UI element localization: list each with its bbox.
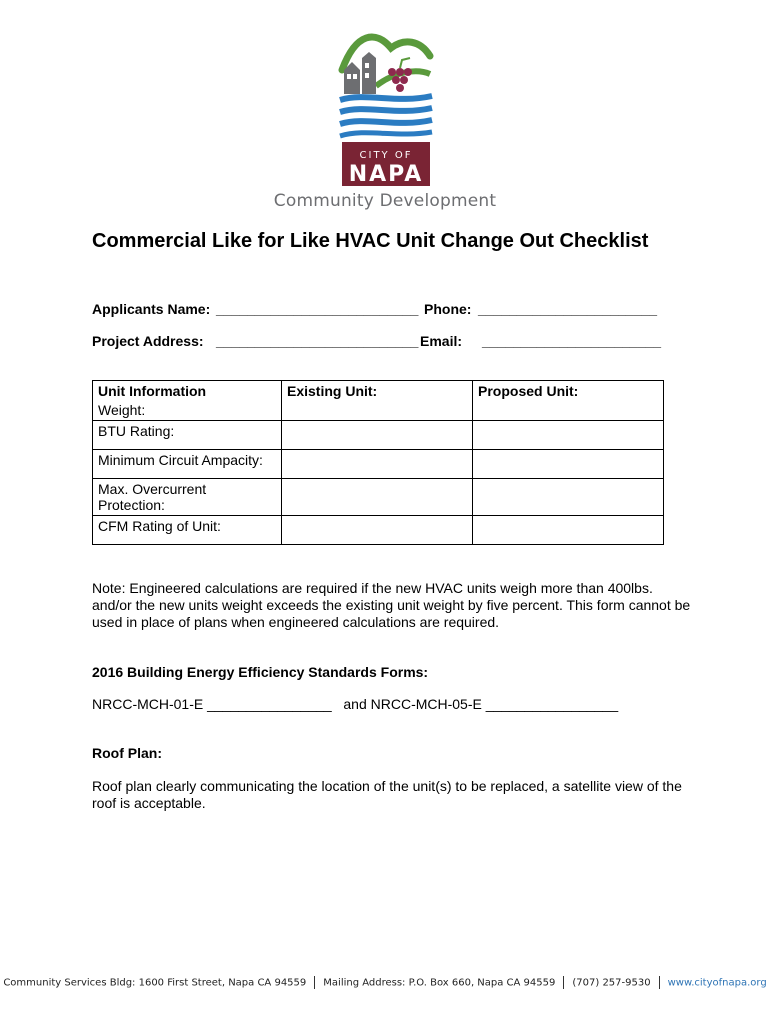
unit-information-table [92,380,664,545]
footer-divider [563,976,564,989]
logo-napa-text: NAPA [348,162,424,187]
department-name: Community Development [273,191,497,211]
energy-forms-line [92,696,692,713]
applicant-name-label: Applicants Name: [92,301,211,317]
logo-city-of-text: CITY OF [359,150,413,161]
roof-plan-heading: Roof Plan: [92,745,162,761]
city-of-napa-logo [336,30,436,190]
existing-unit-heading: Existing Unit: [287,383,378,399]
email-blank[interactable]: _______________________ [482,333,662,349]
footer-phone: (707) 257-9530 [572,977,651,989]
energy-standards-heading: 2016 Building Energy Efficiency Standards Forms: [92,664,429,680]
row-label-weight: Weight: [98,402,146,418]
table-row [93,421,664,450]
row-label-overcurrent: Max. Overcurrent Protection: [93,479,282,516]
page-title: Commercial Like for Like HVAC Unit Change Out Checklist [92,230,649,252]
project-address-label: Project Address: [92,333,204,349]
table-row [93,450,664,479]
proposed-btu-cell[interactable] [473,421,664,450]
row-label-btu: BTU Rating: [93,421,282,450]
footer [0,976,770,989]
phone-label: Phone: [424,301,472,317]
footer-website-link[interactable]: www.cityofnapa.org [667,977,767,989]
footer-divider [314,976,315,989]
proposed-cfm-cell[interactable] [473,516,664,545]
footer-mailing-address: Mailing Address: P.O. Box 660, Napa CA 94559 [323,977,556,989]
proposed-min-circuit-cell[interactable] [473,450,664,479]
table-row [93,516,664,545]
proposed-overcurrent-cell[interactable] [473,479,664,516]
form-nrcc-mch-01[interactable]: NRCC-MCH-01-E ________________ [92,696,332,712]
existing-cfm-cell[interactable] [282,516,473,545]
row-label-min-circuit: Minimum Circuit Ampacity: [93,450,282,479]
existing-btu-cell[interactable] [282,421,473,450]
engineering-note: Note: Engineered calculations are required if the new HVAC units weigh more than 400lbs. and/or the new units weight exceeds the existing unit weight by five percent. This form cannot be used in place of plans when engineered calculations are required. [92,580,691,630]
unit-info-heading: Unit Information [98,383,207,399]
phone-blank[interactable]: _______________________ [478,301,658,317]
applicant-name-blank[interactable]: __________________________ [216,301,419,317]
form-and-text: and [343,696,367,712]
roof-plan-text: Roof plan clearly communicating the location of the unit(s) to be replaced, a satellite view of the roof is acceptable. [92,778,682,811]
footer-divider [659,976,660,989]
proposed-unit-heading: Proposed Unit: [478,383,579,399]
table-header-existing-unit [282,381,473,421]
table-header-proposed-unit [473,381,664,421]
table-header-unit-info [93,381,282,421]
existing-min-circuit-cell[interactable] [282,450,473,479]
form-nrcc-mch-05[interactable]: NRCC-MCH-05-E _________________ [370,696,619,712]
logo-graphic [336,30,436,190]
table-header-row [93,381,664,421]
row-label-cfm: CFM Rating of Unit: [93,516,282,545]
existing-overcurrent-cell[interactable] [282,479,473,516]
footer-building-address: Community Services Bldg: 1600 First Street, Napa CA 94559 [3,977,307,989]
project-address-blank[interactable]: __________________________ [216,333,419,349]
email-label: Email: [420,333,463,349]
table-row [93,479,664,516]
